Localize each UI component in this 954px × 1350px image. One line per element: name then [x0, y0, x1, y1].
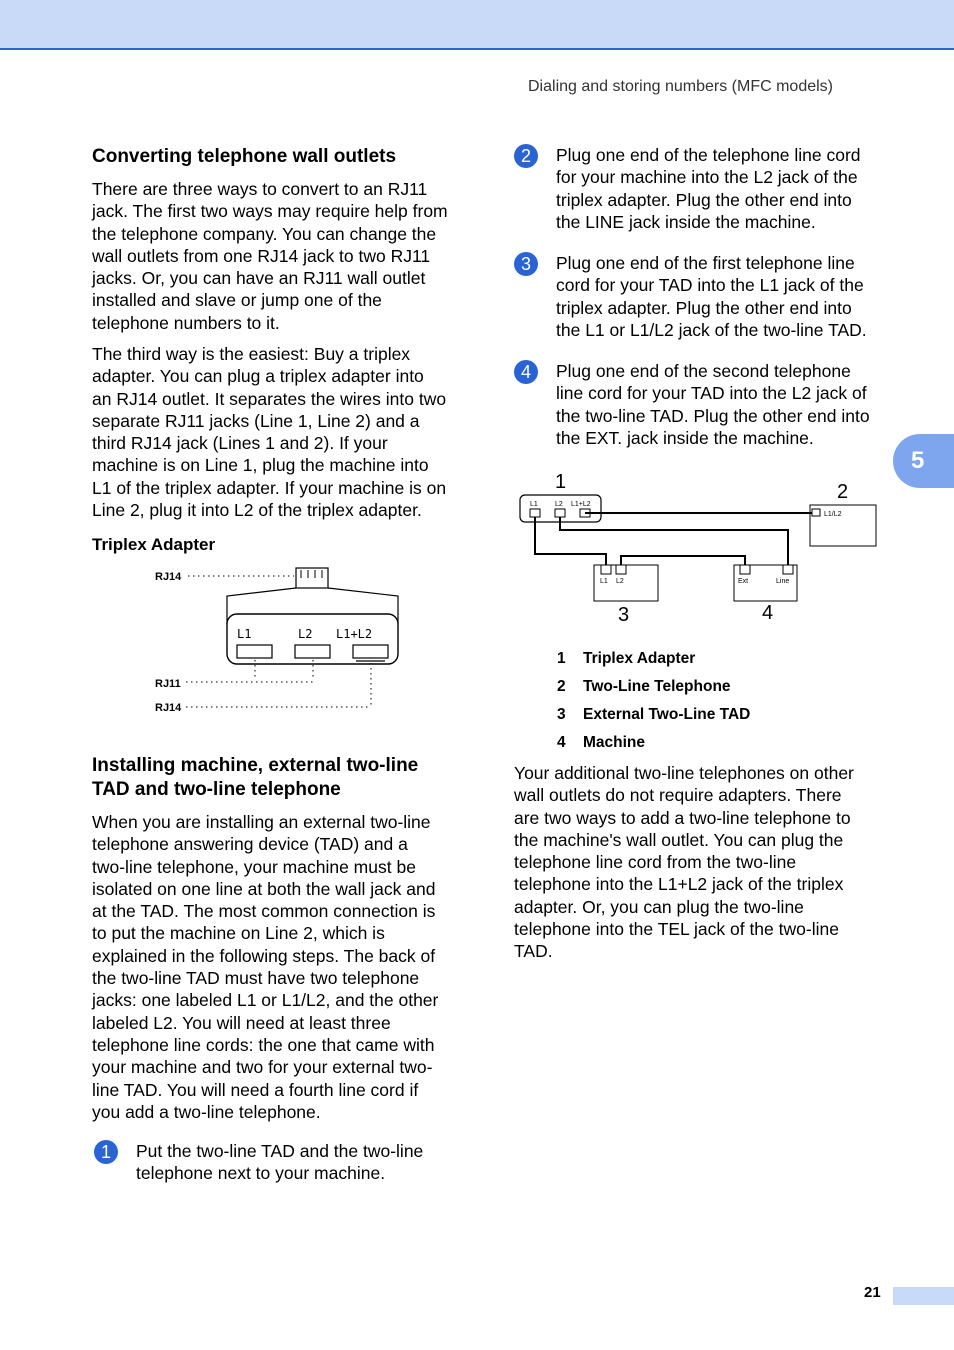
text-line: TAD.: [514, 941, 553, 962]
label-rj14-top: RJ14: [155, 571, 182, 583]
running-header: Dialing and storing numbers (MFC models): [528, 78, 833, 95]
text-line: the L1 or L1/L2 jack of the two-line TAD.: [556, 319, 867, 340]
tad-jack-l2: [616, 565, 626, 574]
callout-3: 3: [618, 604, 630, 626]
text-line: wall outlets do not require adapters. There: [514, 785, 842, 806]
text-line: The third way is the easiest: Buy a triplex: [92, 344, 411, 364]
text-line: an RJ14 outlet. It separates the wires into two: [92, 388, 447, 409]
paragraph-convert-ways: [92, 178, 448, 334]
text-line: wall outlets from one RJ14 jack to two RJ11: [92, 245, 431, 266]
text-line: telephone line cord from the two-line: [514, 852, 797, 873]
cord-l1-to-tad: [535, 517, 606, 565]
text-line: the telephone company. You can change the: [92, 223, 437, 244]
text-line: to put the machine on Line 2, which is: [92, 923, 385, 944]
text-line: two-line telephone, your machine must be: [92, 856, 416, 877]
chapter-tab: [893, 434, 954, 488]
text-line: the machine's wall outlet. You can plug the: [514, 829, 844, 850]
text-line: the EXT. jack inside the machine.: [556, 427, 814, 448]
jack-l2: [295, 645, 330, 658]
label-rj11: RJ11: [155, 678, 181, 690]
step-number-badge: 4: [514, 360, 538, 384]
text-line: When you are installing an external two-line: [92, 812, 431, 832]
text-line: separate RJ11 jacks (Line 1, Line 2) and a: [92, 410, 420, 431]
tad-label-l1: L1: [600, 578, 608, 585]
text-line: for your machine into the L2 jack of the: [556, 167, 858, 188]
callout-4: 4: [762, 602, 774, 624]
text-line: Plug one end of the first telephone line: [556, 253, 855, 273]
jack-l1: [237, 645, 272, 658]
legend-label: External Two-Line TAD: [583, 706, 751, 723]
paragraph-additional-phones: [514, 762, 854, 963]
step-text: [136, 1140, 423, 1185]
heading-line: Installing machine, external two-line: [92, 755, 419, 776]
step-text: [556, 252, 867, 341]
step-number-badge: 3: [514, 252, 538, 276]
adapter-label-l2: L2: [555, 501, 563, 508]
text-line: machine is on Line 1, plug the machine into: [92, 455, 429, 476]
paragraph-installing: [92, 811, 438, 1123]
text-line: line cord for your TAD into the L2 jack of: [556, 383, 867, 404]
text-line: telephone into the TEL jack of the two-line: [514, 919, 839, 940]
jack-label-l2: L2: [298, 627, 313, 641]
text-line: Plug one end of the second telephone: [556, 361, 851, 381]
legend-item: [557, 734, 645, 752]
legend-number: 4: [557, 734, 566, 751]
text-line: telephone line cords: the one that came with: [92, 1034, 435, 1055]
adapter-label-l1l2: L1+L2: [571, 501, 591, 508]
footer-bar: [893, 1287, 954, 1305]
callout-1: 1: [555, 471, 567, 493]
text-line: jacks: one labeled L1 or L1/L2, and the other: [92, 990, 439, 1011]
machine-label-line: Line: [776, 578, 790, 585]
page-number: 21: [864, 1284, 881, 1301]
text-line: at the TAD. The most common connection is: [92, 901, 436, 922]
text-line: the LINE jack inside the machine.: [556, 211, 816, 232]
legend-item: [557, 706, 750, 724]
jack-l1l2: [353, 645, 388, 658]
tad-label-l2: L2: [616, 578, 624, 585]
phone-jack: [812, 509, 820, 516]
text-line: Your additional two-line telephones on other: [514, 763, 854, 783]
text-line: your machine and two for your external two-: [92, 1057, 433, 1078]
step-text: [556, 144, 861, 233]
jack-label-l1l2: L1+L2: [336, 627, 373, 641]
text-line: the two-line TAD must have two telephone: [92, 968, 420, 989]
cord-l2-to-machine-line: [560, 517, 788, 565]
text-line: are two ways to add a two-line telephone to: [514, 807, 851, 828]
text-line: explained in the following steps. The back of: [92, 945, 436, 966]
legend-label: Triplex Adapter: [583, 650, 696, 667]
text-line: line TAD. You will need a fourth line cord if: [92, 1079, 419, 1100]
machine-label-ext: Ext: [738, 578, 749, 585]
text-line: cord for your TAD into the L1 jack of the: [556, 275, 864, 296]
text-line: jacks. Or, you can have an RJ11 wall outlet: [92, 268, 426, 289]
text-line: telephone numbers to it.: [92, 312, 280, 333]
cord-tad-to-machine-ext: [621, 556, 745, 565]
step-number-badge: 1: [94, 1140, 118, 1164]
text-line: Plug one end of the telephone line cord: [556, 145, 861, 165]
text-line: third RJ14 jack (Lines 1 and 2). If your: [92, 433, 388, 454]
jack-label-l1: L1: [237, 627, 252, 641]
legend-item: [557, 650, 695, 668]
machine-jack-ext: [740, 565, 750, 574]
text-line: jack. The first two ways may require help from: [92, 201, 448, 222]
callout-2: 2: [837, 481, 849, 503]
text-line: telephone into the L1+L2 jack of the triplex: [514, 874, 844, 895]
step-text: [556, 360, 870, 449]
connection-diagram: [515, 466, 885, 628]
label-rj14-bottom: RJ14: [155, 702, 182, 714]
legend-number: 2: [557, 678, 566, 695]
text-line: you add a two-line telephone.: [92, 1101, 321, 1122]
text-line: There are three ways to convert to an RJ11: [92, 179, 428, 199]
text-line: L1 of the triplex adapter. If your machine is on: [92, 477, 447, 498]
adapter-jack-l1: [530, 509, 540, 517]
paragraph-triplex-method: [92, 343, 446, 521]
text-line: telephone answering device (TAD) and a: [92, 834, 408, 855]
legend-item: [557, 678, 731, 696]
section-heading-installing: [92, 754, 418, 802]
top-header-band: [0, 0, 954, 50]
text-line: adapter. Or, you can plug the two-line: [514, 896, 804, 917]
text-line: Line 2, plug it into L2 of the triplex adapter.: [92, 500, 422, 521]
chapter-number: 5: [911, 447, 925, 474]
subheading-triplex-adapter: Triplex Adapter: [92, 535, 216, 554]
phone-jack-label: L1/L2: [824, 511, 842, 518]
adapter-label-l1: L1: [530, 501, 538, 508]
step-number-badge: 2: [514, 144, 538, 168]
text-line: triplex adapter. Plug the other end into: [556, 297, 852, 318]
text-line: installed and slave or jump one of the: [92, 290, 382, 311]
heading-line: TAD and two-line telephone: [92, 779, 341, 800]
text-line: Put the two-line TAD and the two-line: [136, 1141, 424, 1161]
text-line: the two-line TAD. Plug the other end into: [556, 405, 870, 426]
tad-jack-l1: [601, 565, 611, 574]
section-heading-converting: Converting telephone wall outlets: [92, 146, 397, 167]
adapter-jack-l2: [555, 509, 565, 517]
legend-number: 3: [557, 706, 566, 723]
text-line: telephone next to your machine.: [136, 1163, 386, 1184]
triplex-adapter-figure: [150, 562, 410, 722]
text-line: triplex adapter. Plug the other end into: [556, 189, 852, 210]
text-line: labeled L2. You will need at least three: [92, 1012, 391, 1033]
text-line: adapter. You can plug a triplex adapter into: [92, 366, 424, 387]
machine-jack-line: [783, 565, 793, 574]
legend-number: 1: [557, 650, 566, 667]
legend-label: Machine: [583, 734, 646, 751]
text-line: isolated on one line at both the wall jack and: [92, 878, 436, 899]
legend-label: Two-Line Telephone: [583, 678, 731, 695]
